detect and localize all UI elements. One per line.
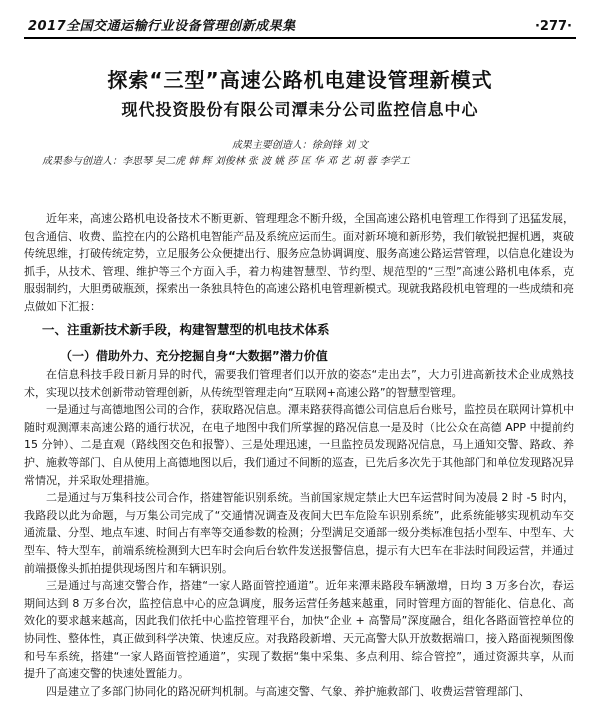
body-paragraph: 三是通过与高速交警合作，搭建“一家人路面管控通道”。近年来潭耒路段车辆激增，日均 3 万多台次，春运期间达到 8 万多台次，监控信息中心的应急调度，服务运营任务越来越重，同时管理方面的智能化、信息化、高效化的要求越来越高，因此我们依托中心监控管理平台，加快“企业 + 高警局”深度融合，组化各路面管控单位的协同性、整体性，真正做到科学决策、快速反应。对我路段新增、天元高警大队开放数据端口，接入路面视频图像和号车系统，搭建“一家人路面管控通道”，实现了数据“集中采集、多点利用、综合管控”，通过资源共享，从而提升了高速交警的快速处置能力。	[24, 579, 574, 681]
body-paragraph: 二是通过与万集科技公司合作，搭建智能识别系统。当前国家规定禁止大巴车运营时间为凌晨 2 时 -5 时内，我路段以此为命题，与万集公司完成了“交通情况调查及夜间大巴车危险车识别系统”，此系统能够实现机动车交通流量、分型、地点车速、时间占有率等交通参数的检测；分型满足交通部一级分类标准包括小型车、中型车、大型车、特大型车，前端系统检测到大巴车时会向后台软件发送报警信息，提示有大巴车在非法时间段运营，并通过前端摄像头抓拍提供现场图片和车辆识别。	[24, 491, 574, 575]
main-body	[24, 366, 574, 700]
intro-section	[24, 210, 574, 316]
body-paragraph: 四是建立了多部门协同化的路况研判机制。与高速交警、气象、养护施救部门、收费运营管理部门、	[46, 684, 530, 698]
article-title: 探索“三型”高速公路机电建设管理新模式	[107, 68, 493, 92]
page-header	[28, 10, 572, 34]
body-paragraph: 一是通过与高德地图公司的合作，获取路况信息。潭耒路获得高德公司信息后台账号，监控员在联网计算机中随时观测潭耒高速公路的通行状况，在电子地图中我们所掌握的路况信息一是及时（比公众在高德 APP 中提前约 15 分钟）、二是直观（路线图交色和报警）、三是处理迅速，一旦监控员发现路况信息，马上通知交警、路政、养护、施救等部门、自从使用上高德地图以后，我们通过不间断的巡查，已先后多次先于其他部门和单位发现路况异常情况，并采取处理措施。	[24, 403, 574, 487]
subsection-heading: （一）借助外力、充分挖掘自身“大数据”潜力价值	[60, 349, 328, 363]
journal-title: 2017全国交通运输行业设备管理创新成果集	[28, 19, 296, 34]
article-subtitle: 现代投资股份有限公司潭耒分公司监控信息中心	[121, 100, 479, 119]
main-creators: 成果主要创造人：徐剑锋 刘 文	[231, 140, 369, 151]
header-rule	[24, 37, 576, 39]
intro-paragraph: 近年来，高速公路机电设备技术不断更新、管理理念不断升级，全国高速公路机电管理工作得到了迅猛发展，包含通信、收费、监控在内的公路机电智能产品及系统应运而生。面对新环境和新形势，我们敏锐把握机遇，爽破传统思维，打破传统定势，立足服务公众便捷出行、服务应急协调调度、服务高速公路运营管理，以信息化建设为抓手，从技术、管理、维护等三个方面入手，着力构建智慧型、节约型、规范型的“三型”高速公路机电体系，克服弱制约，大胆勇破瓶颈，探索出一条独具特色的高速公路机电管理新模式。现就我路段机电管理的一些成绩和亮点做如下汇报：	[24, 212, 574, 313]
body-paragraph: 在信息科技手段日新月异的时代，需要我们管理者们以开放的姿态“走出去”，大力引进高新技术企业成熟技术，实现以技术创新带动管理创新，从传统型管理走向“互联网+高速公路”的智慧型管理。	[24, 368, 574, 399]
participant-creators: 成果参与创造人：李思琴 吴二虎 韩 辉 刘俊林 张 波 姚 莎 匡 华 邓 艺 胡 蓉 李学工	[42, 156, 410, 167]
section-heading: 一、注重新技术新手段，构建智慧型的机电技术体系	[42, 322, 330, 337]
page-number: ·277·	[534, 19, 572, 34]
